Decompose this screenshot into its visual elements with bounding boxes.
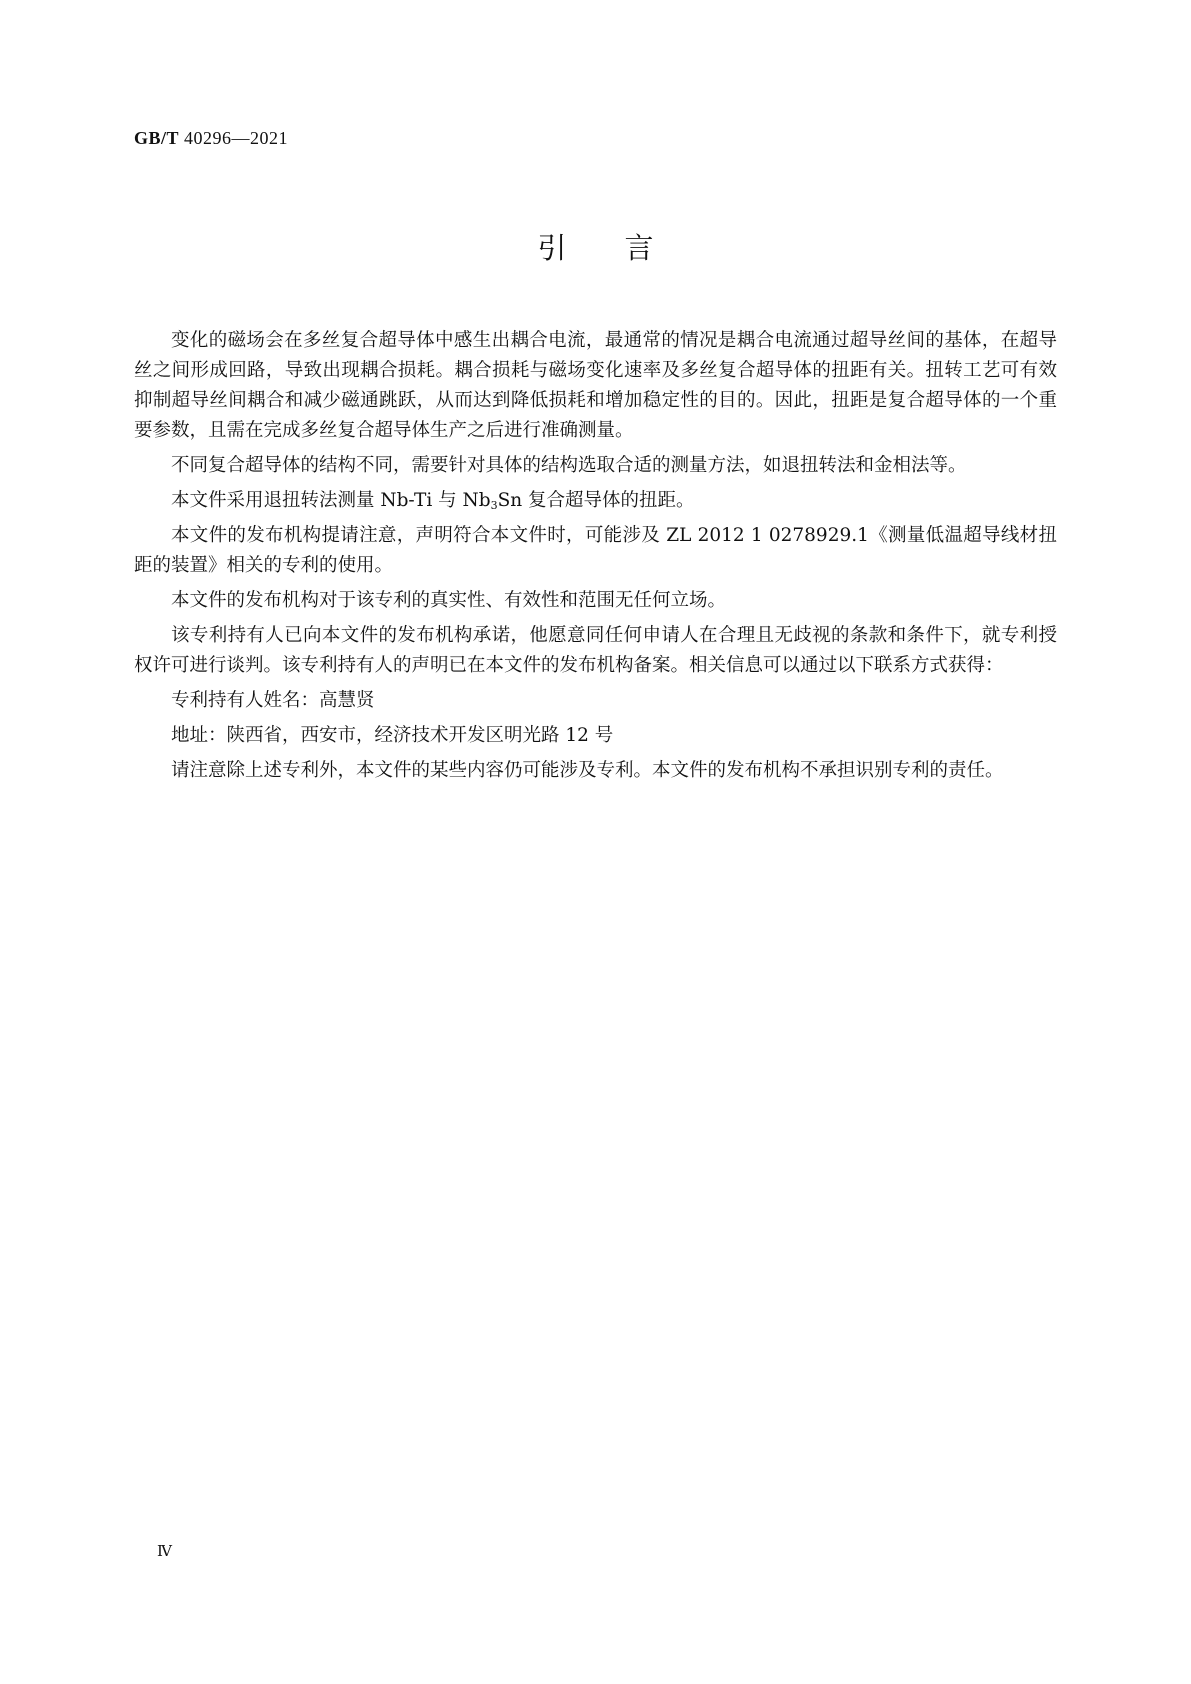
paragraph-3 [134,486,1057,516]
section-title: 引言 [537,231,712,265]
paragraph-3-part-a: 本文件采用退扭转法测量 Nb-Ti 与 Nb [171,490,491,511]
standard-code-prefix: GB/T [134,128,180,148]
paragraph-5: 本文件的发布机构对于该专利的真实性、有效性和范围无任何立场。 [171,590,727,611]
paragraph-3-subscript: 3 [490,499,498,512]
paragraph-8: 地址：陕西省，西安市，经济技术开发区明光路 12 号 [171,725,614,746]
paragraph-6: 该专利持有人已向本文件的发布机构承诺，他愿意同任何申请人在合理且无歧视的条款和条件下，就专利授权许可进行谈判。该专利持有人的声明已在本文件的发布机构备案。相关信息可以通过以下联系方式获得： [134,625,1057,676]
paragraph-9: 请注意除上述专利外，本文件的某些内容仍可能涉及专利。本文件的发布机构不承担识别专利的责任。 [171,760,1004,781]
standard-code [134,128,288,149]
paragraph-2: 不同复合超导体的结构不同，需要针对具体的结构选取合适的测量方法，如退扭转法和金相法等。 [171,455,967,476]
paragraph-1: 变化的磁场会在多丝复合超导体中感生出耦合电流，最通常的情况是耦合电流通过超导丝间的基体，在超导丝之间形成回路，导致出现耦合损耗。耦合损耗与磁场变化速率及多丝复合超导体的扭距有关。扭转工艺可有效抑制超导丝间耦合和减少磁通跳跃，从而达到降低损耗和增加稳定性的目的。因此，扭距是复合超导体的一个重要参数，且需在完成多丝复合超导体生产之后进行准确测量。 [134,330,1057,441]
paragraph-4: 本文件的发布机构提请注意，声明符合本文件时，可能涉及 ZL 2012 1 0278929.1《测量低温超导线材扭距的装置》相关的专利的使用。 [134,525,1057,576]
page-number: Ⅳ [157,1544,172,1560]
paragraph-7: 专利持有人姓名：高慧贤 [171,690,375,711]
standard-code-number: 40296—2021 [179,128,289,148]
body-text [134,326,1057,791]
paragraph-3-part-b: Sn 复合超导体的扭距。 [497,490,695,511]
